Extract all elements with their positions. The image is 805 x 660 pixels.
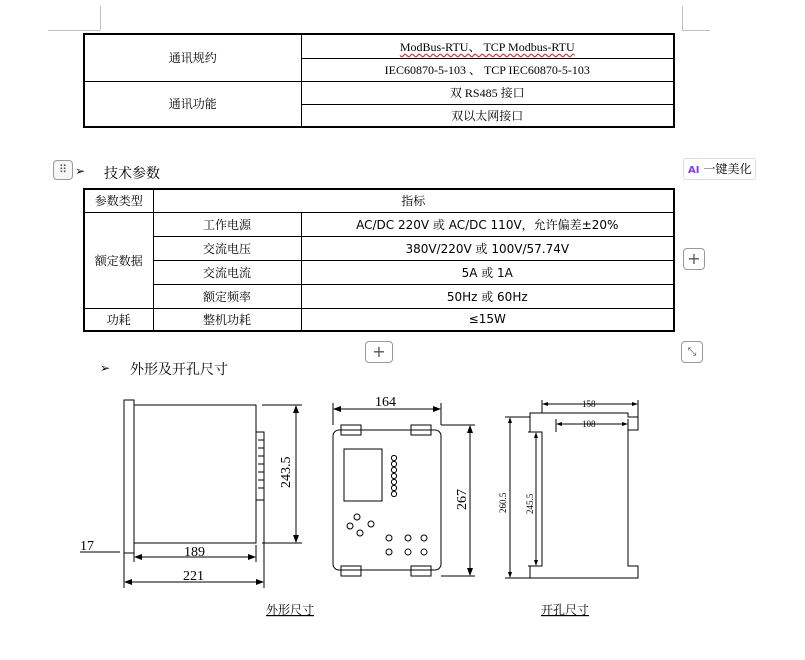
row-name: 额定频率: [153, 284, 301, 308]
dim-side-flange: 17: [80, 539, 94, 554]
add-row-button[interactable]: +: [365, 341, 393, 363]
dim-front-height: 267: [455, 489, 470, 510]
bullet-arrow-icon: ➢: [75, 164, 86, 178]
dim-side-depth: 243.5: [279, 456, 294, 488]
dim-cutout-h1: 260.5: [498, 492, 508, 513]
row-name: 整机功耗: [153, 308, 301, 331]
rated-data-label: 额定数据: [84, 212, 153, 308]
ai-icon: AI: [688, 165, 700, 176]
header-param-type: 参数类型: [84, 189, 153, 212]
section-title-tech: 技术参数: [104, 166, 160, 182]
dim-side-body: 189: [184, 545, 205, 560]
bullet-arrow-icon: ➢: [100, 361, 111, 375]
header-indicator: 指标: [153, 189, 674, 212]
caption-cutout: 开孔尺寸: [541, 603, 590, 617]
power-label: 功耗: [84, 308, 153, 331]
ai-beautify-label: 一键美化: [703, 162, 752, 176]
drag-handle-icon[interactable]: ⠿: [53, 160, 73, 180]
row-value: ≤15W: [301, 308, 674, 331]
row-name: 交流电流: [153, 260, 301, 284]
row-name: 交流电压: [153, 236, 301, 260]
dim-side-total: 221: [183, 569, 204, 584]
dim-cutout-inner: 108: [582, 419, 596, 429]
caption-outline: 外形尺寸: [266, 603, 315, 617]
comm-protocol-label: 通讯规约: [84, 34, 301, 81]
row-value: AC/DC 220V 或 AC/DC 110V，允许偏差±20%: [301, 212, 674, 236]
dim-front-width: 164: [375, 395, 396, 410]
comm-protocol-value-2: IEC60870-5-103 、 TCP IEC60870-5-103: [301, 58, 674, 81]
comm-protocol-value-1: ModBus-RTU、 TCP Modbus-RTU: [301, 34, 674, 58]
comm-function-value-1: 双 RS485 接口: [301, 81, 674, 104]
dim-cutout-h2: 245.5: [525, 493, 535, 514]
dim-cutout-outer: 158: [582, 399, 596, 409]
comm-function-label: 通讯功能: [84, 81, 301, 127]
add-column-button[interactable]: +: [683, 248, 705, 270]
comm-function-value-2: 双以太网接口: [301, 104, 674, 127]
row-name: 工作电源: [153, 212, 301, 236]
row-value: 5A 或 1A: [301, 260, 674, 284]
section-title-dimensions: 外形及开孔尺寸: [130, 362, 228, 378]
row-value: 380V/220V 或 100V/57.74V: [301, 236, 674, 260]
row-value: 50Hz 或 60Hz: [301, 284, 674, 308]
expand-table-icon[interactable]: ⤡: [681, 341, 703, 363]
